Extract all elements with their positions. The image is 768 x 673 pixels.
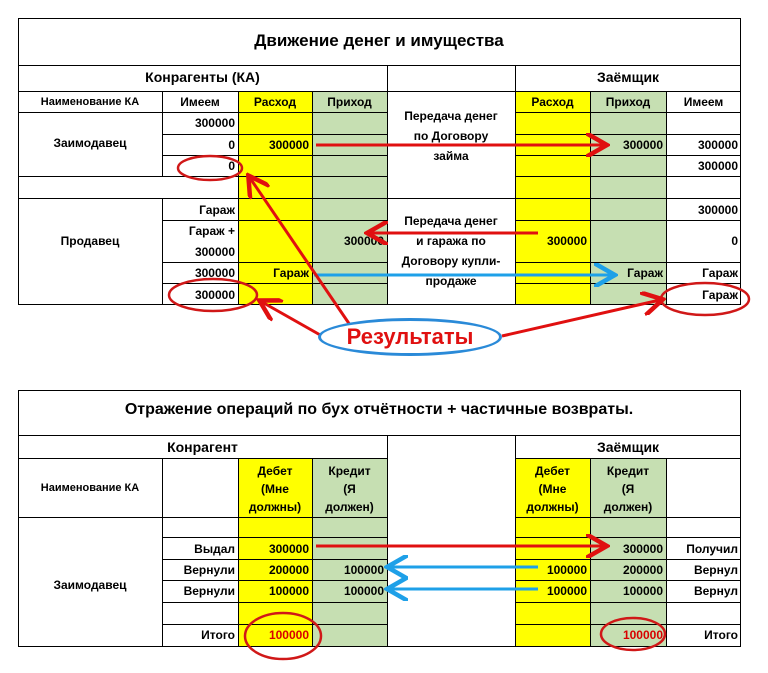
t1-r-col-have: Имеем bbox=[683, 95, 724, 109]
t1-mid-bottom-line: Договору купли- bbox=[401, 254, 501, 268]
t2-row2-credit: 100000 bbox=[343, 563, 384, 577]
t2-row1-debit: 300000 bbox=[268, 542, 309, 556]
t1-mid-top-line: Передача денег bbox=[404, 109, 498, 123]
t1-right-header: Заёмщик bbox=[596, 69, 660, 85]
t2-row3-label: Вернули bbox=[183, 584, 235, 598]
t2-debit-line: (Мне bbox=[261, 482, 289, 496]
t2-row1-label: Выдал bbox=[194, 542, 235, 556]
t2-total-oval-right bbox=[601, 618, 665, 650]
t1-result-oval-1 bbox=[178, 156, 242, 180]
results-bubble bbox=[318, 318, 502, 356]
t1-mid-bottom-line: Передача денег bbox=[404, 214, 498, 228]
t2-row2-r-debit: 100000 bbox=[546, 563, 587, 577]
t1-lender-have-3: 0 bbox=[228, 159, 235, 173]
t2-lender-name: Заимодавец bbox=[53, 578, 127, 592]
t1-r-seller-out: 300000 bbox=[546, 234, 587, 248]
t1-col-have: Имеем bbox=[180, 95, 220, 109]
t2-r-debit-line: Дебет bbox=[534, 464, 570, 478]
t2-row3-r-label: Вернул bbox=[693, 584, 738, 598]
t1-r-col-out: Расход bbox=[531, 95, 574, 109]
t2-total-oval-left bbox=[245, 613, 321, 659]
t1-mid-bottom-line: продаже bbox=[425, 274, 477, 288]
results-arrow-2 bbox=[262, 302, 322, 336]
t2-debit-line: должны) bbox=[248, 500, 302, 514]
t2-debit-line: Дебет bbox=[257, 464, 293, 478]
t2-row2-r-label: Вернул bbox=[693, 563, 738, 577]
t1-r-seller-have-2: 0 bbox=[731, 234, 738, 248]
t2-credit-line: должен) bbox=[325, 500, 374, 514]
t1-mid-top-line: займа bbox=[433, 149, 469, 163]
t2-total-left: 100000 bbox=[268, 628, 309, 642]
t2-credit-line: (Я bbox=[343, 482, 356, 496]
t2-row3-r-credit: 100000 bbox=[622, 584, 663, 598]
t2-col-name: Наименование КА bbox=[40, 482, 140, 494]
t2-row1-r-label: Получил bbox=[686, 542, 738, 556]
t1-seller-have-4: 300000 bbox=[194, 288, 235, 302]
t2-row3-r-debit: 100000 bbox=[546, 584, 587, 598]
t1-r-lender-have-1: 300000 bbox=[697, 138, 738, 152]
t1-lender-name: Заимодавец bbox=[53, 136, 127, 150]
t2-r-credit-line: Кредит bbox=[606, 464, 650, 478]
t1-lender-out: 300000 bbox=[268, 138, 309, 152]
t2-r-credit-line: должен) bbox=[603, 500, 653, 514]
t1-seller-out: Гараж bbox=[273, 266, 309, 280]
t1-r-col-in: Приход bbox=[605, 95, 651, 109]
t2-row2-debit: 200000 bbox=[268, 563, 309, 577]
t1-seller-name: Продавец bbox=[60, 234, 120, 248]
t1-r-seller-have-3: Гараж bbox=[702, 266, 738, 280]
t2-total-right: 100000 bbox=[622, 628, 663, 642]
t2-right-header: Заёмщик bbox=[596, 439, 660, 455]
t1-r-seller-have-4: Гараж bbox=[702, 288, 738, 302]
t2-row2-r-credit: 200000 bbox=[622, 563, 663, 577]
t2-total-label: Итого bbox=[201, 628, 235, 642]
t1-r-lender-in: 300000 bbox=[622, 138, 663, 152]
t1-seller-have-3: 300000 bbox=[194, 266, 235, 280]
t1-r-lender-have-2: 300000 bbox=[697, 159, 738, 173]
t1-seller-in: 300000 bbox=[343, 234, 384, 248]
results-label: Результаты bbox=[346, 324, 474, 349]
t2-row1-r-credit: 300000 bbox=[622, 542, 663, 556]
t1-lender-have-2: 0 bbox=[228, 138, 235, 152]
t1-col-name: Наименование КА bbox=[40, 96, 140, 108]
t2-r-total-label: Итого bbox=[704, 628, 738, 642]
t2-credit-line: Кредит bbox=[328, 464, 371, 478]
t1-result-oval-2 bbox=[169, 279, 257, 311]
results-arrow-3 bbox=[502, 300, 660, 336]
t2-row3-credit: 100000 bbox=[343, 584, 384, 598]
t1-mid-top-line: по Договору bbox=[413, 129, 489, 143]
t1-r-seller-in: Гараж bbox=[627, 266, 663, 280]
t2-left-header: Конрагент bbox=[167, 439, 238, 455]
t1-col-in: Приход bbox=[327, 95, 372, 109]
t2-r-debit-line: должны) bbox=[526, 500, 579, 514]
t2-row3-debit: 100000 bbox=[268, 584, 309, 598]
t1-result-oval-3 bbox=[661, 283, 749, 315]
t2-title: Отражение операций по бух отчётности + частичные возвраты. bbox=[124, 401, 634, 418]
t1-r-seller-have-1: 300000 bbox=[697, 203, 738, 217]
t2-row2-label: Вернули bbox=[183, 563, 235, 577]
t1-title: Движение денег и имущества bbox=[254, 31, 504, 50]
t1-seller-have-2b: 300000 bbox=[194, 245, 235, 259]
t1-left-header: Конрагенты (КА) bbox=[145, 69, 260, 85]
t1-mid-bottom-line: и гаража по bbox=[416, 234, 486, 248]
t1-seller-have-2a: Гараж + bbox=[188, 224, 235, 238]
t1-lender-have-1: 300000 bbox=[194, 116, 235, 130]
t1-seller-have-1: Гараж bbox=[199, 203, 235, 217]
t2-r-debit-line: (Мне bbox=[538, 482, 567, 496]
t1-col-out: Расход bbox=[253, 95, 297, 109]
t2-r-credit-line: (Я bbox=[621, 482, 635, 496]
